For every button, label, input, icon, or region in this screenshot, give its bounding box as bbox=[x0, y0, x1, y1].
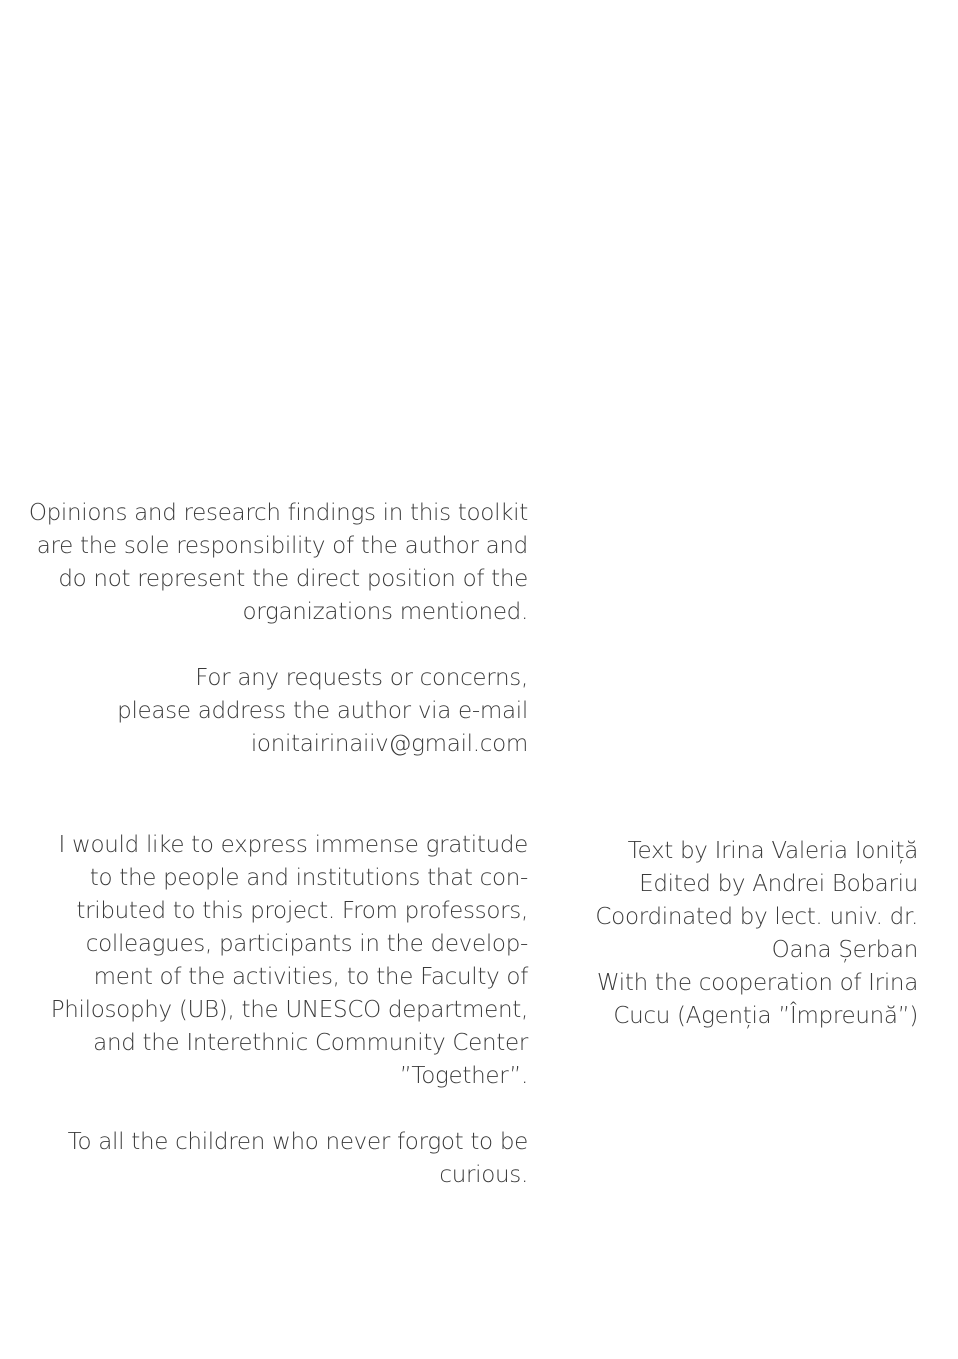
credits-line: With the cooperation of Irina bbox=[596, 970, 918, 996]
credits-line: Coordinated by lect. univ. dr. bbox=[595, 904, 918, 930]
disclaimer-line: organizations mentioned. bbox=[242, 599, 528, 625]
gratitude-line: to the people and institutions that con- bbox=[89, 865, 528, 891]
gratitude-line: ment of the activities, to the Faculty of bbox=[93, 964, 528, 990]
gratitude-paragraph bbox=[20, 829, 528, 1093]
gratitude-line: I would like to express immense gratitude bbox=[58, 832, 528, 858]
gratitude-line: Philosophy (UB), the UNESCO department, bbox=[50, 997, 528, 1023]
contact-paragraph bbox=[20, 662, 528, 761]
gratitude-line: ”Together”. bbox=[399, 1063, 528, 1089]
author-email: ionitairinaiiv@gmail.com bbox=[250, 731, 528, 757]
gratitude-line: colleagues, participants in the develop- bbox=[85, 931, 528, 957]
credits-paragraph bbox=[560, 835, 918, 1033]
dedication-line: curious. bbox=[439, 1162, 528, 1188]
disclaimer-line: are the sole responsibility of the author and bbox=[36, 533, 528, 559]
gratitude-line: tributed to this project. From professors, bbox=[76, 898, 528, 924]
dedication-line: To all the children who never forgot to be bbox=[67, 1129, 528, 1155]
credits-line: Oana Șerban bbox=[771, 937, 918, 963]
gratitude-line: and the Interethnic Community Center bbox=[93, 1030, 528, 1056]
disclaimer-paragraph bbox=[20, 497, 528, 629]
disclaimer-line: Opinions and research findings in this toolkit bbox=[28, 500, 528, 526]
credits-line: Cucu (Agenția ”Împreună”) bbox=[613, 1003, 918, 1029]
dedication-paragraph bbox=[20, 1126, 528, 1192]
disclaimer-line: do not represent the direct position of the bbox=[58, 566, 528, 592]
credits-line: Text by Irina Valeria Ioniță bbox=[627, 838, 918, 864]
contact-line: please address the author via e-mail bbox=[117, 698, 528, 724]
contact-line: For any requests or concerns, bbox=[195, 665, 528, 691]
credits-line: Edited by Andrei Bobariu bbox=[639, 871, 918, 897]
